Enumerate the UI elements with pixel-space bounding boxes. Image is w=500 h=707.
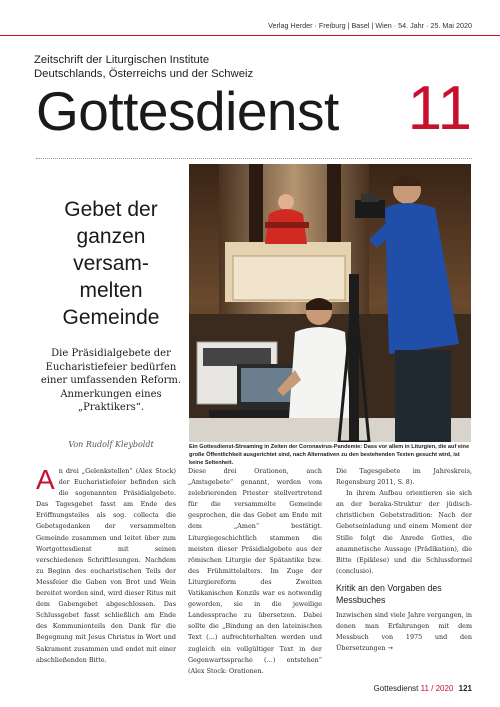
paragraph: Die Tagesgebete im Jahreskreis, Regensburg 2011, S. 8). <box>336 467 472 487</box>
subtitle-line-2: Deutschlands, Österreichs und der Schweiz <box>34 68 254 80</box>
page-number: 121 <box>458 684 472 693</box>
header-rule <box>0 35 500 36</box>
paragraph: Diese drei Orationen, auch „Amtsgebete“ genannt, werden vom zelebrierenden Priester stellvertretend für die versammelte Gemeinde gesprochen, die das Gebet am Ende mit dem „Amen“ bestätigt. Liturgiegeschichtlich stammen die meisten dieser Präsidialgebete aus der römischen Liturgie der Spätantike bzw. des Frühmittelalters. Im Zuge der Liturgiereform des Zweiten Vatikanischen Konzils war es notwendig geworden, sie in die jeweilige Landessprache zu übersetzen. Dabei sollte die „Bindung an den lateinischen Text (…) aufrechterhalten werden und zugleich ein vollgültiger Text in der Gegenwartssprache (…) entstehen“ (Alex Stock: Orationen. <box>188 467 322 675</box>
publisher-info: Verlag Herder · Freiburg | Basel | Wien · 54. Jahr · 25. Mai 2020 <box>268 21 472 30</box>
headline-line: Gebet der <box>64 198 158 221</box>
dropcap: A <box>36 464 55 495</box>
issue-number: 11 <box>407 74 472 143</box>
photo-caption: Ein Gottesdienst-Streaming in Zeiten der Coronavirus-Pandemie: Dass vor allem in Liturgien, die auf eine große Öffentlichkeit ausgerichtet sind, nach Alternativen zu den bestehenden Texten gesucht wird, ist keine Seltenheit. <box>189 444 470 467</box>
text-column-1 <box>36 466 176 666</box>
article-author: Von Rudolf Kleyboldt <box>68 440 154 449</box>
article-photo <box>189 164 471 442</box>
footer-magazine: Gottesdienst <box>373 684 419 693</box>
livestream-scene-illustration <box>189 164 471 442</box>
article-lead: Die Präsidialgebete der Eucharistiefeier bedürfen einer umfassenden Reform. Anmerkungen eines „Praktikers“. <box>40 348 182 414</box>
journal-subtitle <box>34 53 253 81</box>
section-subheading: Kritik an den Vorgaben des Messbuches <box>336 582 442 605</box>
headline-line: versam- <box>73 252 149 275</box>
paragraph: n drei „Gelenkstellen“ (Alex Stock) der Eucharistiefeier befinden sich die sogenannten Präsidialgebete. Das Tagesgebet fasst am Ende des Eröffnungsteiles als sog. collecta die Gebetsgedanken der versammelten Gemeinde zusammen und leitet über zum Wortgottesdienst mit seinen verschiedenen Schriftlesungen. Nachdem zu Beginn des eucharistischen Teils der Messfeier die Gaben von Brot und Wein bereitet worden sind, wird dieser Ritus mit dem Gabengebet abgeschlossen. Das Schlussgebet fasst schließlich am Ende des Kommunionteils den Dank für die Begegnung mit Jesus Christus in Wort und Sakrament zusammen und endet mit einer abschließenden Bitte. <box>36 467 176 664</box>
arrow-right-icon: → <box>387 644 393 653</box>
page-footer <box>373 684 472 693</box>
article-headline <box>36 196 186 331</box>
masthead-title: Gottesdienst <box>36 80 339 142</box>
subtitle-line-1: Zeitschrift der Liturgischen Institute <box>34 54 210 66</box>
headline-line: ganzen <box>76 225 146 248</box>
text-column-3 <box>336 466 472 654</box>
footer-issue: 11 / 2020 <box>420 684 454 693</box>
text-column-2 <box>188 466 322 677</box>
paragraph: Inzwischen sind viele Jahre vergangen, in denen man Erfahrungen mit dem Messbuch von 1975 und den Übersetzungen <box>336 610 472 653</box>
paragraph: In ihrem Aufbau orientieren sie sich an der beraka-Struktur der jüdisch-christlichen Gebetstradition: Nach der Gebetseinladung und einem Moment der Stille folgt die Anrede Gottes, die anamnetische Aussage (Prädikation), die Bitte (Epiklese) und die Schlussformel (conclusio). <box>336 489 472 575</box>
headline-line: Gemeinde <box>62 306 160 329</box>
dotted-divider <box>36 158 472 159</box>
headline-line: melten <box>79 279 143 302</box>
